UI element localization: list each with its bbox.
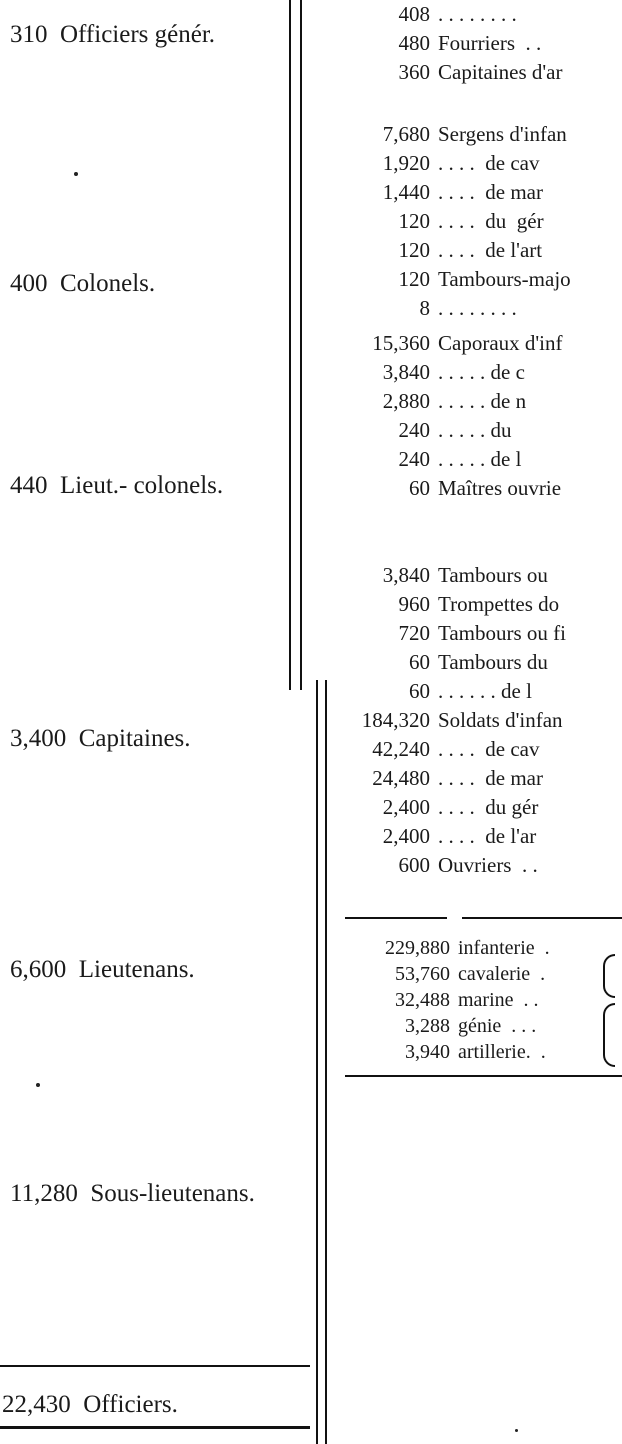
total-row-label: génie . . . bbox=[458, 1015, 537, 1037]
right-row-value: 600 bbox=[398, 853, 430, 877]
right-row-value: 15,360 bbox=[372, 331, 430, 355]
right-row-label: . . . . du gér bbox=[438, 209, 544, 233]
right-row-value: 960 bbox=[398, 592, 430, 616]
right-row-label: Maîtres ouvrie bbox=[438, 476, 562, 500]
right-row-label: . . . . . de n bbox=[438, 389, 527, 413]
left-row-text: 6,600 Lieutenans. bbox=[10, 956, 195, 983]
right-row-label: Caporaux d'inf bbox=[438, 331, 563, 355]
total-row-label: marine . . bbox=[458, 989, 539, 1011]
decorative-dot bbox=[515, 1429, 518, 1432]
right-row-value: 184,320 bbox=[361, 708, 430, 732]
total-row-value: 32,488 bbox=[395, 989, 450, 1011]
right-row-label: Tambours ou fi bbox=[438, 621, 567, 645]
left-row-text: 440 Lieut.- colonels. bbox=[10, 472, 224, 499]
total-row-value: 3,940 bbox=[405, 1041, 450, 1063]
right-row-value: 60 bbox=[409, 476, 430, 500]
total-row-label: infanterie . bbox=[458, 937, 550, 959]
right-row-value: 60 bbox=[409, 650, 430, 674]
divider bbox=[345, 917, 447, 919]
right-row-value: 24,480 bbox=[372, 766, 430, 790]
decorative-dot bbox=[36, 1083, 40, 1087]
right-row-label: Soldats d'infan bbox=[438, 708, 563, 732]
right-row-value: 1,920 bbox=[382, 151, 430, 175]
right-row-label: . . . . de mar bbox=[438, 766, 543, 790]
vertical-rule bbox=[316, 680, 318, 1444]
right-row-label: . . . . de cav bbox=[438, 737, 540, 761]
right-row-label: Trompettes do bbox=[438, 592, 560, 616]
right-row-value: 42,240 bbox=[372, 737, 430, 761]
right-row-label: Capitaines d'ar bbox=[438, 60, 563, 84]
right-row-value: 720 bbox=[398, 621, 430, 645]
right-row-label: Fourriers . . bbox=[438, 31, 542, 55]
left-row-text: 3,400 Capitaines. bbox=[10, 725, 191, 752]
divider bbox=[345, 1075, 622, 1077]
right-row-label: . . . . . . . . bbox=[438, 296, 517, 320]
right-row-value: 360 bbox=[398, 60, 430, 84]
left-row-text: 310 Officiers génér. bbox=[10, 21, 216, 48]
right-row-label: . . . . . de c bbox=[438, 360, 525, 384]
right-row-label: . . . . . du bbox=[438, 418, 512, 442]
right-row-value: 3,840 bbox=[382, 563, 430, 587]
divider bbox=[0, 1426, 310, 1429]
brace-bracket bbox=[603, 1003, 615, 1067]
right-row-label: . . . . de l'ar bbox=[438, 824, 537, 848]
right-row-value: 7,680 bbox=[382, 122, 430, 146]
right-row-value: 8 bbox=[419, 296, 430, 320]
total-row-label: artillerie. . bbox=[458, 1041, 546, 1063]
divider bbox=[0, 1365, 310, 1367]
right-row-value: 3,840 bbox=[382, 360, 430, 384]
right-row-value: 1,440 bbox=[382, 180, 430, 204]
right-row-label: . . . . . de l bbox=[438, 447, 522, 471]
right-row-label: . . . . de l'art bbox=[438, 238, 543, 262]
total-row-label: cavalerie . bbox=[458, 963, 546, 985]
right-row-value: 120 bbox=[398, 209, 430, 233]
brace-bracket bbox=[603, 954, 615, 998]
right-row-label: . . . . de cav bbox=[438, 151, 540, 175]
right-row-value: 408 bbox=[398, 2, 430, 26]
right-row-label: . . . . du gér bbox=[438, 795, 539, 819]
right-row-value: 240 bbox=[398, 447, 430, 471]
right-row-label: . . . . . . . . bbox=[438, 2, 517, 26]
total-row-value: 3,288 bbox=[405, 1015, 450, 1037]
right-row-label: . . . . de mar bbox=[438, 180, 543, 204]
right-row-value: 240 bbox=[398, 418, 430, 442]
right-row-value: 2,400 bbox=[382, 824, 430, 848]
right-row-value: 480 bbox=[398, 31, 430, 55]
right-row-value: 2,400 bbox=[382, 795, 430, 819]
right-row-label: Tambours du bbox=[438, 650, 548, 674]
left-row-text: 400 Colonels. bbox=[10, 270, 156, 297]
vertical-rule bbox=[325, 680, 327, 1444]
right-row-value: 2,880 bbox=[382, 389, 430, 413]
left-total-text: 22,430 Officiers. bbox=[2, 1391, 178, 1418]
right-row-label: Ouvriers . . bbox=[438, 853, 538, 877]
right-row-label: Tambours ou bbox=[438, 563, 548, 587]
total-row-value: 229,880 bbox=[385, 937, 450, 959]
divider bbox=[462, 917, 622, 919]
right-row-label: Sergens d'infan bbox=[438, 122, 567, 146]
left-row-text: 11,280 Sous-lieutenans. bbox=[10, 1180, 255, 1207]
right-row-value: 60 bbox=[409, 679, 430, 703]
right-row-label: . . . . . . de l bbox=[438, 679, 532, 703]
right-row-value: 120 bbox=[398, 267, 430, 291]
right-row-value: 120 bbox=[398, 238, 430, 262]
right-row-label: Tambours-majo bbox=[438, 267, 571, 291]
total-row-value: 53,760 bbox=[395, 963, 450, 985]
